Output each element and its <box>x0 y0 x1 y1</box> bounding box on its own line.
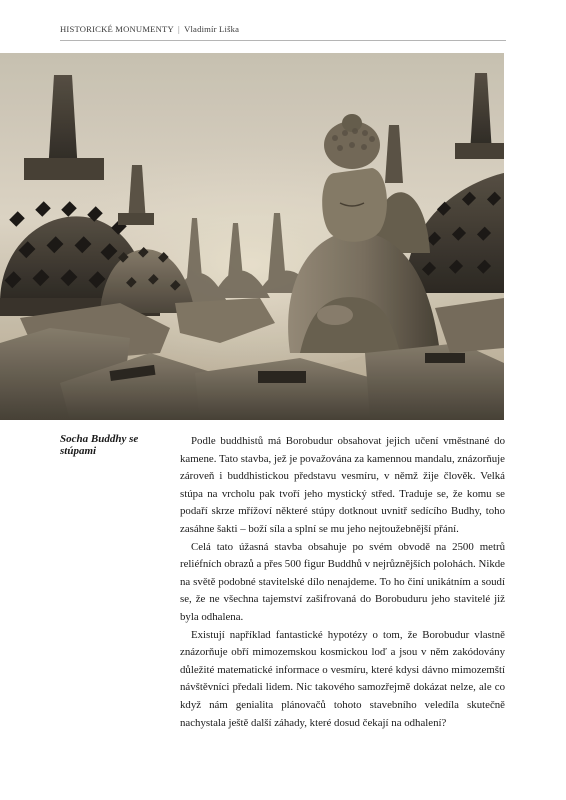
paragraph-3: Existují například fantastické hypotézy o tom, že Borobudur vlastně znázorňuje obří mimozemskou kosmickou loď a jsou v něm zakódovány důležité matematické informace o vesmíru, které kdysi dávno mimozemští návštěvníci předali lidem. Nic takového samozřejmě dokázat nelze, ale co když nám genialita plánovačů tohoto stavebního veledíla skutečně nachystala ještě další záhady, které dosud čekají na odhalení? <box>180 628 505 729</box>
paragraph-1: Podle buddhistů má Borobudur obsahovat jejich učení vměstnané do kamene. Tato stavba, jež je považována za kamennou mandalu, znázorňuje zároveň i buddhistickou představu vesmíru, v němž žije člověk. Velká stúpa na vrcholu pak tvoří jeho mystický střed. Traduje se, že komu se podaří skrze mřížoví některé stúpy dotknout uvnitř sedícího Budhy, toho zasáhne šakti – boží síla a splní se mu jeho nejtoužebnější přání. <box>180 435 505 535</box>
header-author: Vladimír Liška <box>184 24 240 34</box>
buddha-stupa-photo <box>0 53 504 420</box>
header-separator: | <box>177 24 180 34</box>
header-rule <box>60 40 506 41</box>
article-body <box>180 433 505 732</box>
running-header <box>60 24 506 40</box>
figure-caption: Socha Buddhy se stúpami <box>60 433 139 457</box>
paragraph-2: Celá tato úžasná stavba obsahuje po svém obvodě na 2500 metrů reliéfních obrazů a přes 500 figur Buddhů v nejrůznějších polohách. Nikde na světě podobné stavitelské dílo nenajdeme. To ho činí unikátním a soudí se, že ne všechna tajemství zašifrovaná do Borobuduru jeho stavitelé již byla odhalena. <box>180 540 505 623</box>
header-section: HISTORICKÉ MONUMENTY <box>60 24 174 34</box>
